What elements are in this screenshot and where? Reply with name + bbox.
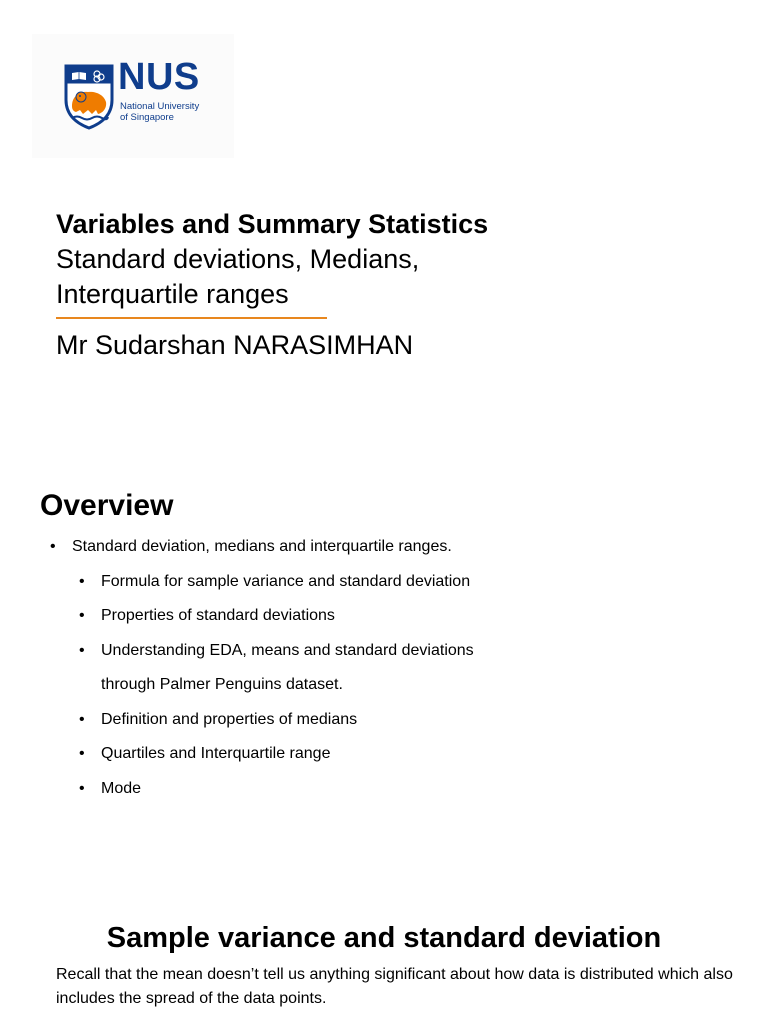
overview-list xyxy=(0,530,768,806)
list-item-text: Mode xyxy=(101,779,142,797)
slide-subtitle-line1: Standard deviations, Medians, xyxy=(56,244,420,274)
list-item xyxy=(0,703,768,738)
section-heading: Sample variance and standard deviation xyxy=(106,922,662,954)
logo-subtitle xyxy=(120,101,230,123)
slide-subtitle-line2: Interquartile ranges xyxy=(56,279,289,309)
list-item xyxy=(0,772,768,807)
list-item-text: through Palmer Penguins dataset. xyxy=(101,676,343,693)
nus-logo xyxy=(32,34,234,158)
bullet-icon: • xyxy=(79,710,85,728)
list-item xyxy=(0,634,768,669)
logo-subtitle-line1: National University xyxy=(120,101,200,112)
list-item-text: Quartiles and Interquartile range xyxy=(101,745,331,762)
title-divider xyxy=(56,317,327,319)
section-paragraph: Recall that the mean doesn’t tell us anything significant about how data is distributed which also includes the spread of the data points. xyxy=(56,966,733,1007)
list-item-continuation xyxy=(0,668,768,703)
presenter-name: Mr Sudarshan NARASIMHAN xyxy=(56,330,414,360)
bullet-icon: • xyxy=(79,607,85,624)
list-item-text: Definition and properties of medians xyxy=(101,710,358,728)
logo-wordmark: NUS xyxy=(118,56,200,98)
list-item-text: Properties of standard deviations xyxy=(101,607,335,624)
title-block xyxy=(56,206,656,312)
list-item-text: Understanding EDA, means and standard deviations xyxy=(101,641,474,659)
logo-subtitle-line2: of Singapore xyxy=(120,112,174,123)
nus-crest-icon xyxy=(64,64,114,130)
list-item-text: Formula for sample variance and standard deviation xyxy=(101,572,471,590)
bullet-icon: • xyxy=(79,641,85,659)
slide-title: Variables and Summary Statistics xyxy=(56,209,489,239)
bullet-icon: • xyxy=(79,572,85,590)
list-item xyxy=(0,737,768,772)
list-item-text: Standard deviation, medians and interquartile ranges. xyxy=(72,538,452,555)
bullet-icon: • xyxy=(79,745,85,762)
bullet-icon: • xyxy=(50,538,56,555)
overview-heading: Overview xyxy=(40,489,174,522)
list-item xyxy=(0,530,768,565)
list-item xyxy=(0,599,768,634)
list-item xyxy=(0,565,768,600)
bullet-icon: • xyxy=(79,779,85,797)
